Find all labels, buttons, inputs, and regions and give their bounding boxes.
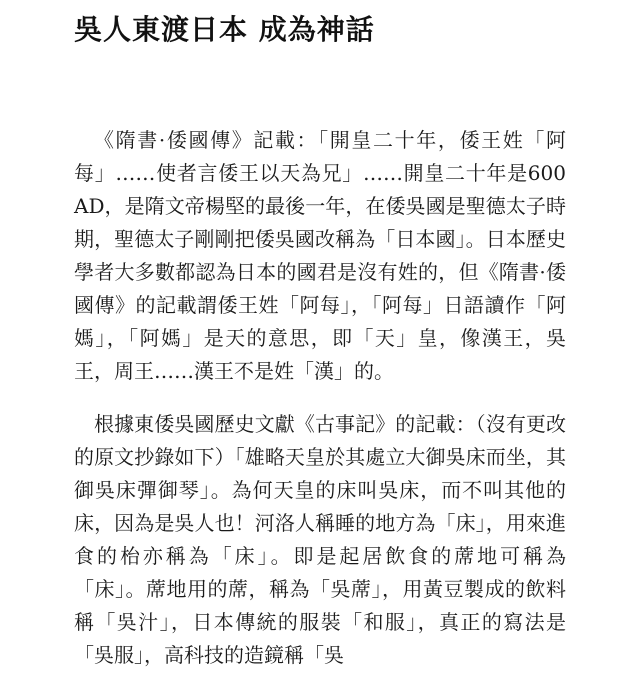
article-body	[74, 124, 566, 692]
paragraph-kojiki: 根據東倭吳國歷史文獻《古事記》的記載：（沒有更改的原文抄錄如下）「雄略天皇於其處立大御吳床而坐，其御吳床彈御琴」。為何天皇的床叫吳床，而不叫其他的床，因為是吳人也！河洛人稱睡的地方為「床」，用來進食的枱亦稱為「床」。即是起居飲食的蓆地可稱為「床」。蓆地用的蓆，稱為「吳蓆」，用黃豆製成的飲料稱「吳汁」，日本傳統的服裝「和服」，真正的寫法是「吳服」，高科技的造鏡稱「吳	[74, 412, 566, 667]
article-title: 吳人東渡日本 成為神話	[74, 13, 375, 46]
paragraph-sui-shu: 《隋書·倭國傳》記載：「開皇二十年，倭王姓「阿每」……使者言倭王以天為兄」……開皇二十年是600AD，是隋文帝楊堅的最後一年，在倭吳國是聖德太子時期，聖德太子剛剛把倭吳國改稱為「日本國」。日本歷史學者大多數都認為日本的國君是沒有姓的，但《隋書·倭國傳》的記載謂倭王姓「阿每」，「阿每」日語讀作「阿媽」，「阿媽」是天的意思，即「天」皇，像漢王，吳王，周王……漢王不是姓「漢」的。	[74, 128, 566, 383]
